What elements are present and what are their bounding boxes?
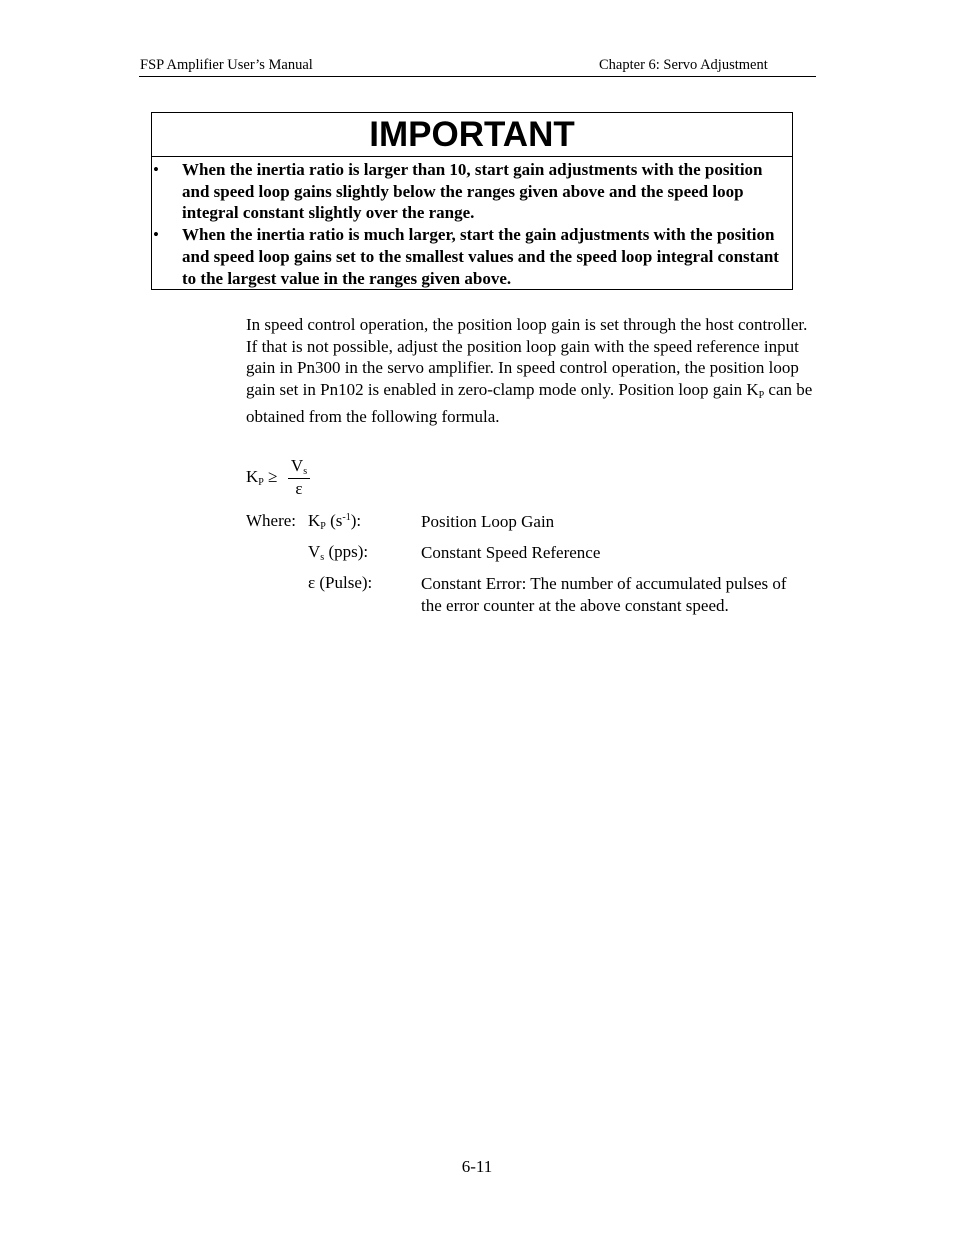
formula-lhs-subscript: P — [258, 477, 264, 488]
header-divider — [139, 76, 816, 77]
important-item-text: When the inertia ratio is much larger, start the gain adjustments with the position and speed loop gains set to the smallest values and the speed loop integral constant to the largest value in the ranges given above. — [182, 225, 779, 288]
important-list — [152, 159, 792, 289]
term-unit-end: ): — [350, 511, 362, 530]
important-item — [152, 159, 792, 224]
formula-lhs-symbol: K — [246, 467, 259, 486]
definition-description: Constant Speed Reference — [421, 543, 601, 562]
term-subscript: s — [320, 552, 325, 563]
formula-relation: ≥ — [263, 467, 278, 486]
bullet-icon: • — [153, 160, 159, 179]
important-item-text: When the inertia ratio is larger than 10, start gain adjustments with the position and speed loop gains slightly below the ranges given above and the speed loop integral constant slightly over the range. — [182, 160, 763, 223]
formula-numerator-symbol: V — [290, 456, 304, 475]
paragraph-subscript: P — [758, 389, 765, 401]
where-label: Where: — [246, 511, 297, 530]
formula-numerator — [288, 456, 310, 479]
header-manual-title: FSP Amplifier User’s Manual — [140, 57, 313, 73]
bullet-icon: • — [153, 225, 159, 245]
body-paragraph — [246, 314, 816, 428]
page-number: 6-11 — [461, 1157, 493, 1176]
header-chapter-title: Chapter 6: Servo Adjustment — [599, 57, 768, 73]
term-superscript: -1 — [342, 512, 351, 523]
paragraph-text: In speed control operation, the position loop gain is set through the host controller. If that is not possible, adjust the position loop gain with the speed reference input gain in Pn300 in the servo amplifier. In speed control operation, the position loop gain set in Pn102 is enabled in zero-clamp mode only. Position loop gain K — [246, 315, 808, 399]
formula-numerator-subscript: s — [303, 466, 308, 477]
formula-denominator: ε — [295, 479, 303, 498]
paragraph-text-end: can be obtained from the following formula. — [246, 379, 813, 426]
important-item — [152, 224, 792, 289]
important-notice-box — [151, 112, 793, 290]
definition-description: Position Loop Gain — [421, 512, 555, 531]
term-symbol: V — [308, 542, 321, 561]
definition-term — [308, 511, 361, 532]
term-symbol: K — [308, 511, 321, 530]
definition-term: ε (Pulse): — [308, 573, 373, 592]
term-unit: (s — [325, 511, 343, 530]
term-unit-end: (pps): — [324, 542, 369, 561]
definition-description: Constant Error: The number of accumulated pulses of the error counter at the above constant speed. — [421, 574, 787, 615]
definition-term — [308, 542, 368, 563]
term-subscript: P — [320, 521, 326, 532]
formula-lhs — [246, 467, 277, 488]
formula-fraction — [288, 456, 310, 499]
important-title: IMPORTANT — [152, 113, 792, 157]
